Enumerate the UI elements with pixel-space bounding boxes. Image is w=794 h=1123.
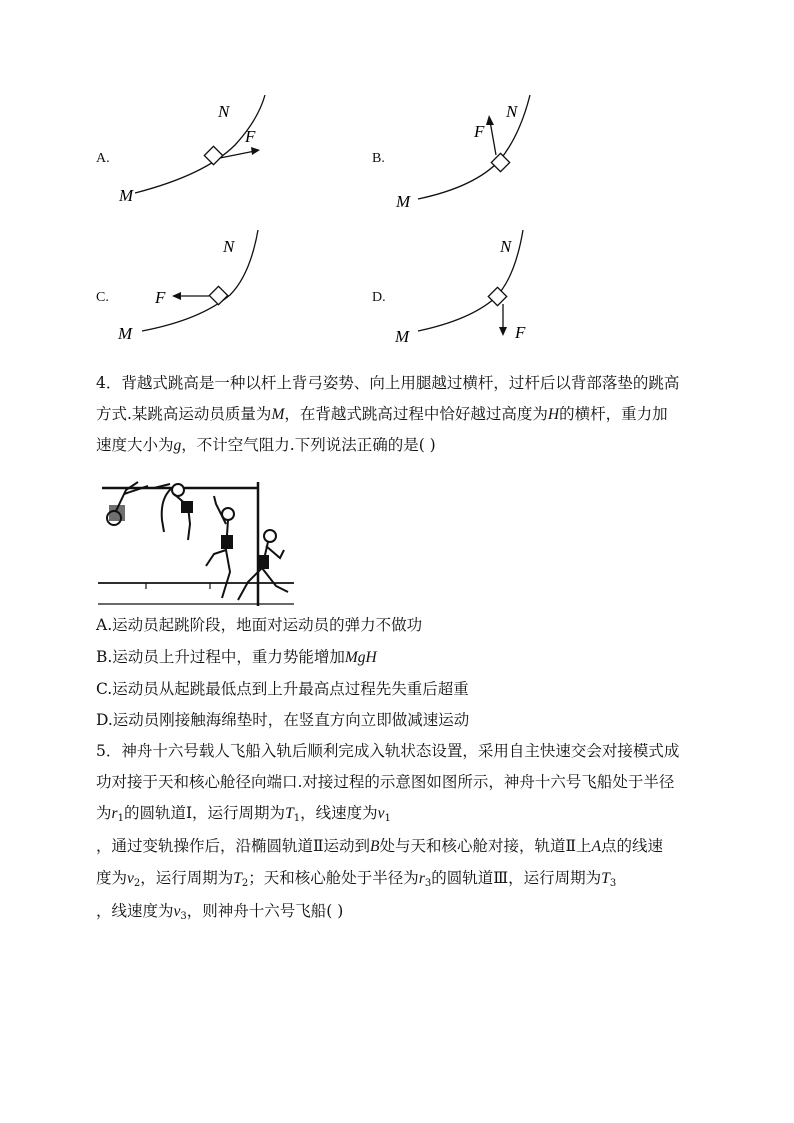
figure-d-diagram xyxy=(390,230,560,350)
q5-line-2: 功对接于天和核心舱径向端口.对接过程的示意图如图所示，神舟十六号飞船处于半径 xyxy=(96,773,675,791)
q5-line-4: ，通过变轨操作后，沿椭圆轨道Ⅱ运动到B处与天和核心舱对接，轨道Ⅱ上A点的线速 xyxy=(96,837,664,855)
label-m: M xyxy=(396,192,411,211)
q4-option-c: C.运动员从起跳最低点到上升最高点过程先失重后超重 xyxy=(96,680,469,698)
label-n: N xyxy=(506,102,518,121)
arrow-head-icon xyxy=(486,115,494,125)
q5-line-3: 为$r_1$的圆轨道Ⅰ，运行周期为$T_1$，线速度为$v_1$ xyxy=(96,804,391,824)
label-n: N xyxy=(500,237,512,256)
label-m: M xyxy=(119,186,134,205)
label-f: F xyxy=(245,127,256,146)
figure-b-letter: B. xyxy=(372,151,385,166)
label-m: M xyxy=(118,324,133,343)
figure-a-diagram xyxy=(110,95,280,210)
label-m: M xyxy=(395,327,410,346)
athlete-arch xyxy=(154,484,192,540)
force-arrow xyxy=(490,121,496,155)
label-f: F xyxy=(474,122,485,141)
q5-line-1: 5．神舟十六号载人飞船入轨后顺利完成入轨状态设置，采用自主快速交会对接模式成 xyxy=(96,742,680,760)
q4-option-b: B.运动员上升过程中，重力势能增加MgH xyxy=(96,648,377,666)
force-arrow xyxy=(220,151,255,158)
track-curve xyxy=(142,230,258,331)
arrow-head-icon xyxy=(251,147,260,155)
q4-option-d: D.运动员刚接触海绵垫时，在竖直方向立即做减速运动 xyxy=(96,711,470,729)
q5-line-5: 度为$v_2$，运行周期为$T_2$；天和核心舱处于半径为$r_3$的圆轨道Ⅲ，运行周期为$T_3$ xyxy=(96,869,617,889)
q5-line-6: ，线速度为$v_3$，则神舟十六号飞船( ) xyxy=(96,902,344,922)
label-f: F xyxy=(155,288,166,307)
figure-c-letter: C. xyxy=(96,290,109,305)
block-icon xyxy=(204,146,222,164)
block-icon xyxy=(488,287,506,305)
block-icon xyxy=(209,286,227,304)
high-jump-illustration xyxy=(98,474,294,606)
label-n: N xyxy=(223,237,235,256)
label-n: N xyxy=(218,102,230,121)
label-f: F xyxy=(515,323,526,342)
figure-c-diagram xyxy=(110,230,280,350)
q4-option-a: A.运动员起跳阶段，地面对运动员的弹力不做功 xyxy=(96,616,423,634)
arrow-head-icon xyxy=(172,292,181,300)
block-icon xyxy=(491,153,509,171)
athlete-run xyxy=(238,530,288,600)
figure-a-letter: A. xyxy=(96,151,110,166)
figure-b-diagram xyxy=(390,95,560,215)
q4-line-3: 速度大小为g，不计空气阻力.下列说法正确的是( ) xyxy=(96,436,436,454)
q4-line-2: 方式.某跳高运动员质量为M，在背越式跳高过程中恰好越过高度为H的横杆，重力加 xyxy=(96,405,668,423)
figure-d-letter: D. xyxy=(372,290,386,305)
q4-line-1: 4．背越式跳高是一种以杆上背弓姿势、向上用腿越过横杆，过杆后以背部落垫的跳高 xyxy=(96,374,680,392)
arrow-head-icon xyxy=(499,327,507,336)
